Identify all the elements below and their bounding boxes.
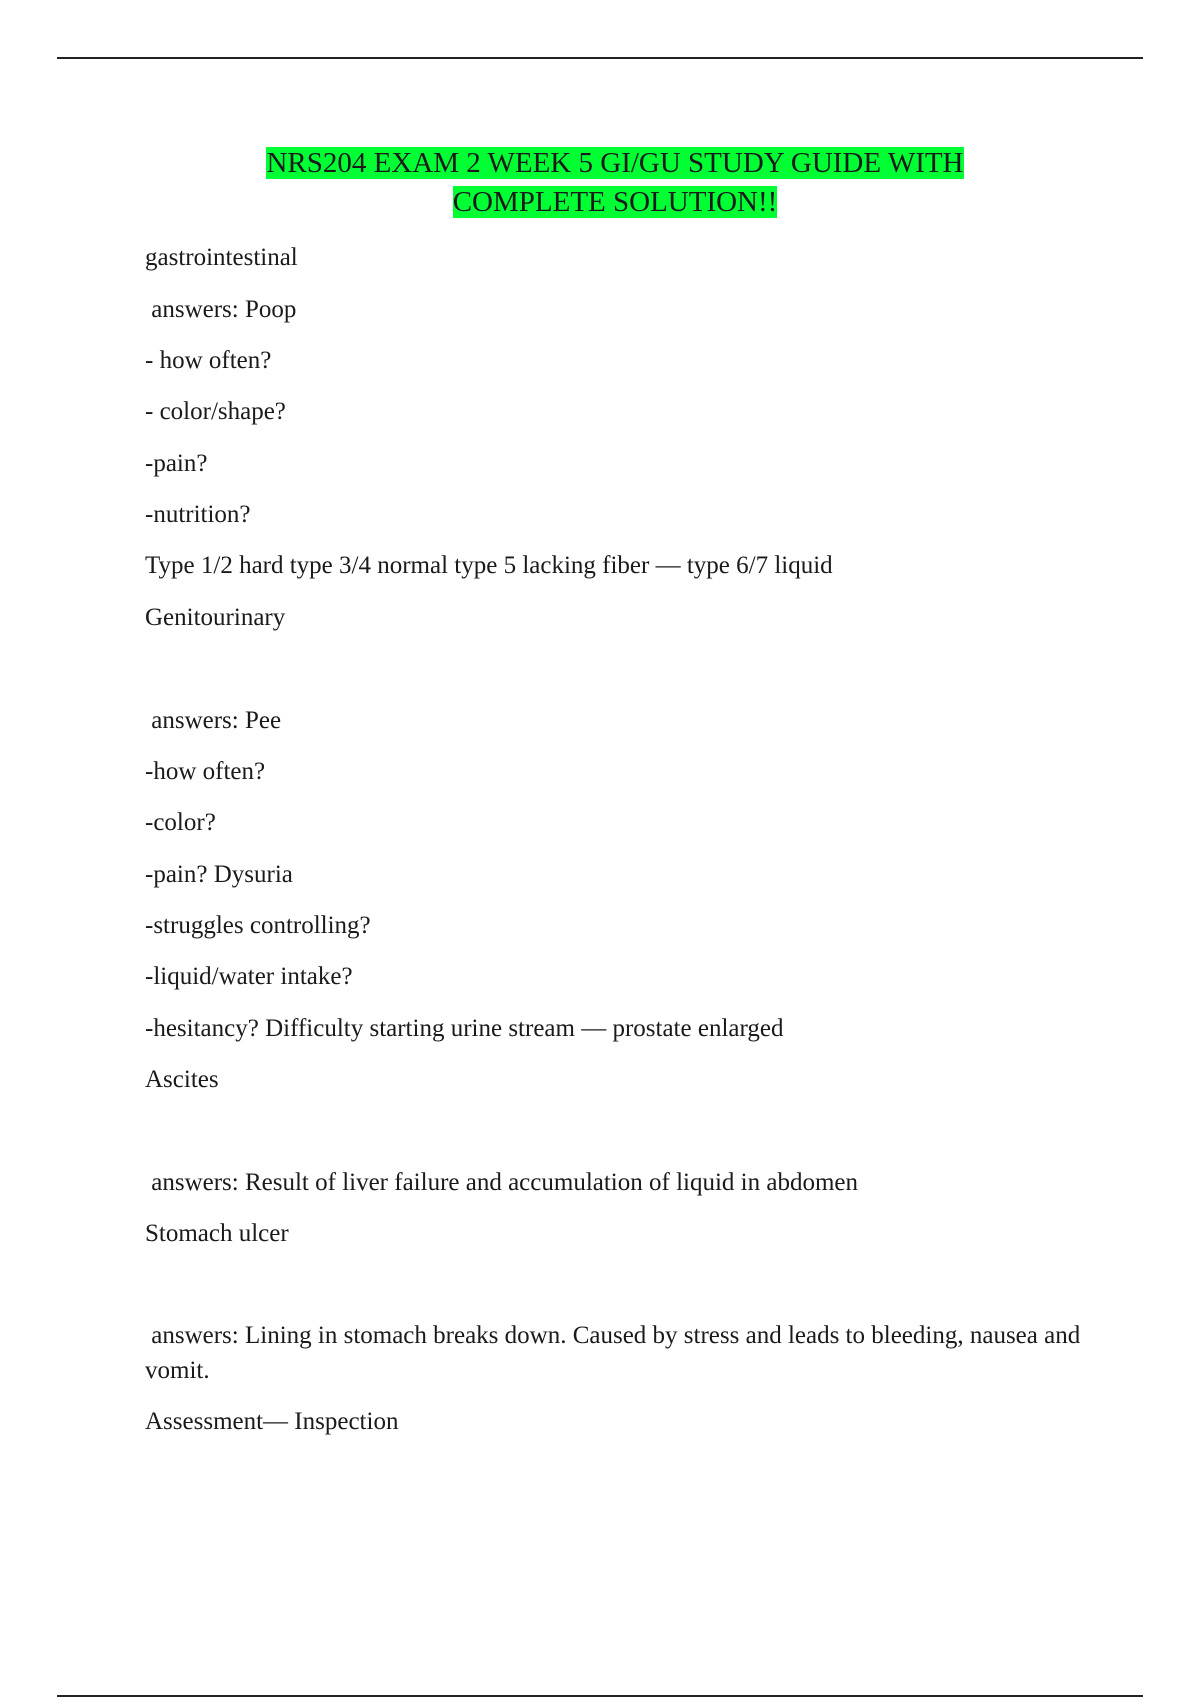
answer-line: -pain? — [145, 450, 208, 477]
answer-line: -pain? Dysuria — [145, 861, 293, 888]
answer-line: answers: Result of liver failure and accumulation of liquid in abdomen — [145, 1169, 859, 1196]
answer-line: Type 1/2 hard type 3/4 normal type 5 lacking fiber — type 6/7 liquid — [145, 552, 833, 579]
answer-line: -how often? — [145, 758, 266, 785]
term-gastrointestinal: gastrointestinal — [145, 244, 298, 271]
answer-line: -hesitancy? Difficulty starting urine stream — prostate enlarged — [145, 1015, 784, 1042]
answer-line: answers: Poop — [145, 296, 297, 323]
answer-line: -struggles controlling? — [145, 912, 371, 939]
answer-line: - color/shape? — [145, 398, 286, 425]
title-line-1: NRS204 EXAM 2 WEEK 5 GI/GU STUDY GUIDE WITH — [266, 147, 964, 179]
answer-line: answers: Pee — [145, 707, 282, 734]
term-ascites: Ascites — [145, 1066, 219, 1093]
answer-line: -nutrition? — [145, 501, 251, 528]
answer-line: answers: Lining in stomach breaks down. Caused by stress and leads to bleeding, nausea and vomit. — [145, 1322, 1087, 1384]
title-line-2: COMPLETE SOLUTION!! — [452, 186, 778, 218]
bottom-rule — [57, 1695, 1143, 1697]
answer-line: -color? — [145, 809, 216, 836]
answer-line: - how often? — [145, 347, 272, 374]
term-stomach-ulcer: Stomach ulcer — [145, 1220, 289, 1247]
term-genitourinary: Genitourinary — [145, 604, 286, 631]
answer-line: -liquid/water intake? — [145, 963, 353, 990]
term-assessment-inspection: Assessment— Inspection — [145, 1408, 399, 1435]
